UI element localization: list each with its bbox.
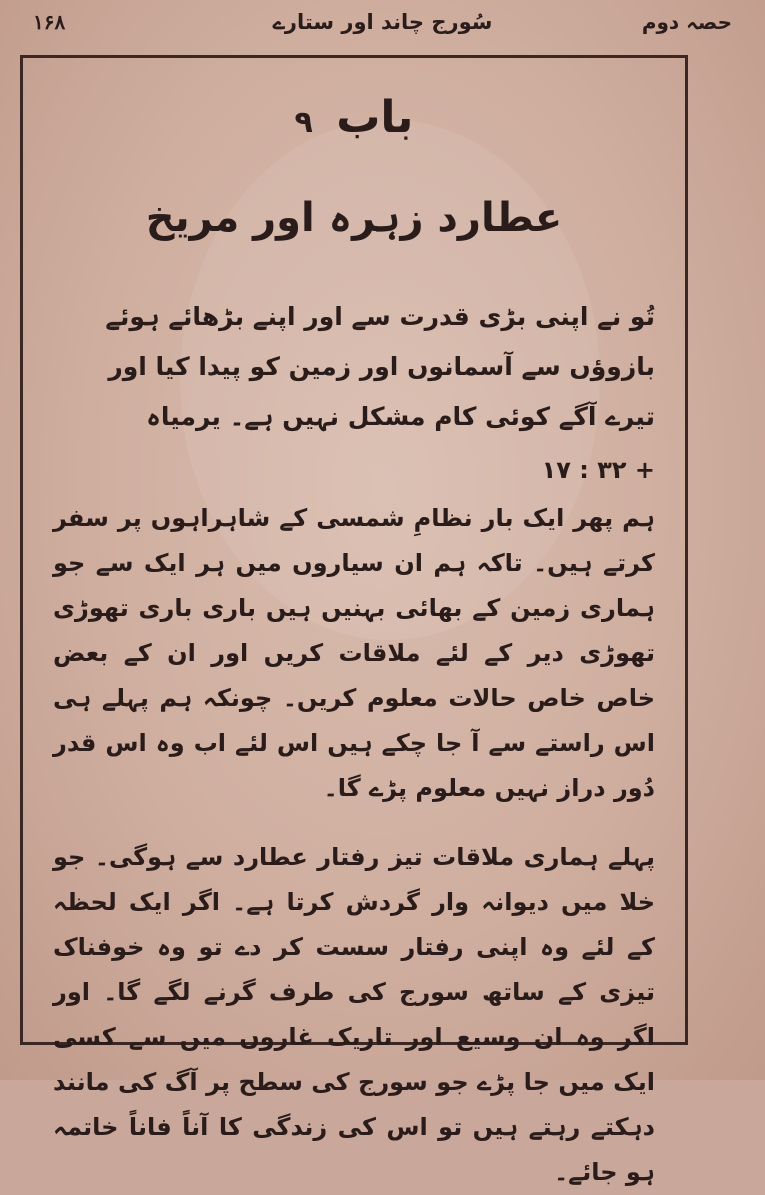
paragraph: پہلے ہماری ملاقات تیز رفتار عطارد سے ہوگی۔ جو خلا میں دیوانہ وار گردش کرتا ہے۔ اگر ایک لحظہ کے لئے وہ اپنی رفتار سست کر دے تو وہ خوفناک تیزی کے ساتھ سورج کی طرف گرنے لگے گا۔ اور اگر وہ ان وسیع اور تاریک غاروں میں سے کسی ایک میں جا پڑے جو سورج کی سطح پر آگ کی مانند دہکتے رہتے ہیں تو اس کی زندگی کا آناً فاناً خاتمہ ہو جائے۔	[53, 843, 655, 1186]
paragraph: ہم پھر ایک بار نظامِ شمسی کے شاہراہوں پر سفر کرتے ہیں۔ تاکہ ہم ان سیاروں میں ہر ایک سے جو ہماری زمین کے بھائی بہنیں ہیں باری باری تھوڑی تھوڑی دیر کے لئے ملاقات کریں اور ان کے بعض خاص خاص حالات معلوم کریں۔ چونکہ ہم پہلے ہی اس راستے سے آ جا چکے ہیں اس لئے اب وہ اس قدر دُور دراز نہیں معلوم پڑے گا۔	[53, 504, 655, 802]
epigraph-text: تُو نے اپنی بڑی قدرت سے اور اپنے بڑھائے ہوئے بازوؤں سے آسمانوں اور زمین کو پیدا کیا اور تیرے آگے کوئی کام مشکل نہیں ہے۔ یرمیاہ	[105, 302, 655, 431]
page-content	[53, 88, 655, 1186]
section-label: حصہ دوم	[641, 10, 732, 34]
reference-marker-icon: +	[634, 456, 655, 484]
reference-value: ۳۲ : ۱۷	[541, 456, 627, 484]
chapter-label: باب	[336, 92, 414, 143]
chapter-title: عطارد زہرہ اور مریخ	[145, 195, 563, 241]
chapter-heading	[53, 88, 655, 150]
running-header	[25, 10, 740, 50]
book-title: سُورج چاند اور ستارے	[272, 10, 493, 34]
page-number: ۱۶۸	[33, 10, 66, 34]
text-frame	[20, 55, 688, 1186]
epigraph-reference	[53, 448, 655, 492]
chapter-number: ۹	[294, 105, 313, 140]
